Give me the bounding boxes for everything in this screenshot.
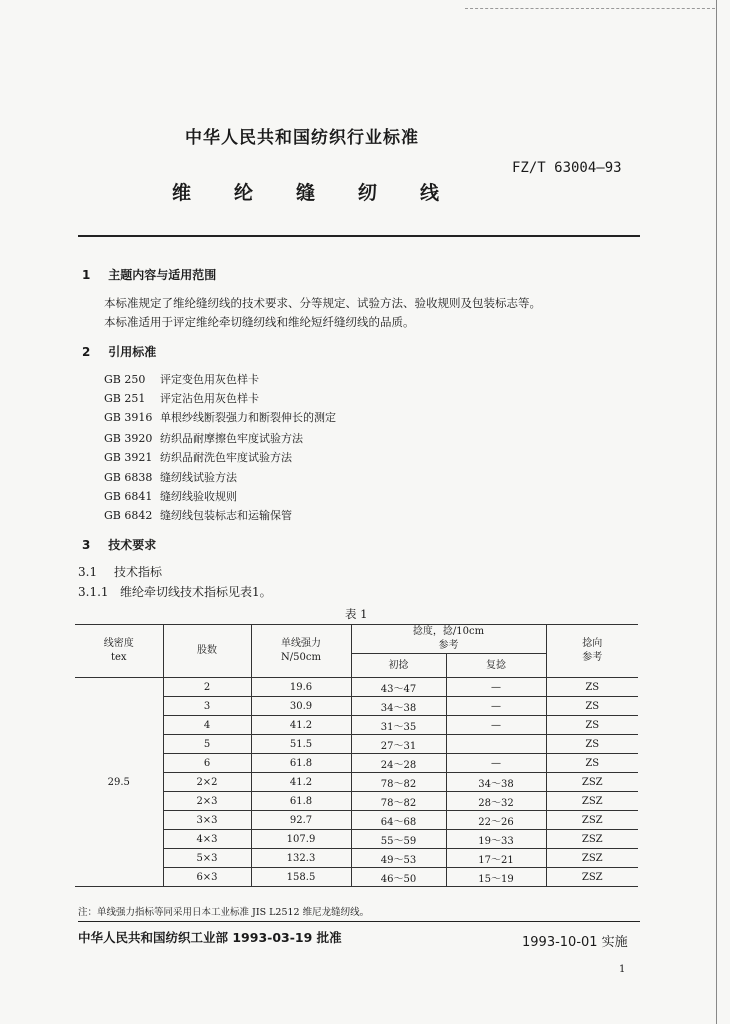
reference-name: 评定变色用灰色样卡 [160,373,259,386]
reference-name: 纺织品耐洗色牢度试验方法 [160,451,292,464]
cell-strength: 61.8 [251,792,351,811]
cell-second-twist: 34～38 [446,773,546,792]
cell-plies: 3×3 [163,811,251,830]
header-strength-unit: N/50cm [281,652,321,663]
subsection-3-1-1 [78,583,272,600]
cell-plies: 5 [163,735,251,754]
cell-strength: 19.6 [251,678,351,697]
reference-item [104,409,336,425]
cell-direction: ZS [546,754,638,773]
approval-line: 中华人民共和国纺织工业部 1993-03-19 批准 [78,930,342,945]
reference-item [104,390,259,406]
cell-first-twist: 64～68 [351,811,446,830]
reference-item [104,507,292,523]
header-direction [546,625,638,678]
cell-first-twist: 43～47 [351,678,446,697]
section-number: 1 [82,268,91,282]
cell-strength: 30.9 [251,697,351,716]
subsection-title: 技术指标 [114,565,163,579]
section-2-heading [82,343,156,360]
cell-direction: ZSZ [546,849,638,868]
section-1-paragraph-2: 本标准适用于评定维纶牵切缝纫线和维纶短纤缝纫线的品质。 [104,315,415,329]
cell-first-twist: 55～59 [351,830,446,849]
cell-direction: ZSZ [546,792,638,811]
cell-strength: 132.3 [251,849,351,868]
reference-name: 缝纫线包装标志和运输保管 [160,509,292,522]
header-strength-label: 单线强力 [281,638,321,649]
reference-code: GB 6841 [104,490,153,503]
right-border-line [716,0,717,1024]
header-direction-label: 捻向 [582,638,603,649]
cell-plies: 2×2 [163,773,251,792]
section-number: 2 [82,345,91,359]
cell-strength: 92.7 [251,811,351,830]
cell-strength: 158.5 [251,868,351,887]
cell-plies: 3 [163,697,251,716]
header-twist-label: 捻度，捻/10cm [412,626,485,637]
reference-code: GB 3916 [104,411,153,424]
cell-plies: 5×3 [163,849,251,868]
table-row [75,678,638,697]
document-title: 维纶缝纫线 [172,182,483,204]
section-1-paragraph-1: 本标准规定了维纶缝纫线的技术要求、分等规定、试验方法、验收规则及包装标志等。 [104,296,541,310]
reference-item [104,371,259,387]
cell-first-twist: 34～38 [351,697,446,716]
cell-first-twist: 49～53 [351,849,446,868]
cell-strength: 61.8 [251,754,351,773]
cell-direction: ZS [546,716,638,735]
cell-plies: 2×3 [163,792,251,811]
table-caption: 表 1 [345,607,368,621]
header-twist [351,625,546,654]
subsection-number: 3.1 [78,565,98,579]
cell-strength: 107.9 [251,830,351,849]
footer-rule [78,921,640,922]
header-second-twist: 复捻 [446,654,546,678]
reference-code: GB 250 [104,373,146,386]
subsection-text: 维纶牵切线技术指标见表1。 [120,585,272,599]
cell-first-twist: 78～82 [351,773,446,792]
reference-code: GB 6842 [104,509,153,522]
cell-second-twist: — [446,678,546,697]
cell-direction: ZSZ [546,868,638,887]
reference-name: 纺织品耐摩擦色牢度试验方法 [160,432,303,445]
header-rule [78,235,640,237]
reference-item [104,430,303,446]
reference-code: GB 6838 [104,471,153,484]
header-density [75,625,163,678]
header-plies: 股数 [163,625,251,678]
cell-second-twist: 17～21 [446,849,546,868]
cell-direction: ZS [546,678,638,697]
header-direction-ref: 参考 [582,652,603,663]
header-strength [251,625,351,678]
cell-second-twist: — [446,697,546,716]
cell-first-twist: 78～82 [351,792,446,811]
tech-spec-table [75,624,638,887]
section-title: 技术要求 [108,538,157,552]
table-note: 注：单线强力指标等同采用日本工业标准 JIS L2512 维尼龙缝纫线。 [78,907,370,918]
reference-name: 单根纱线断裂强力和断裂伸长的测定 [160,411,336,424]
cell-direction: ZSZ [546,773,638,792]
cell-plies: 6 [163,754,251,773]
cell-second-twist: 15～19 [446,868,546,887]
cell-plies: 2 [163,678,251,697]
cell-first-twist: 24～28 [351,754,446,773]
cell-first-twist: 27～31 [351,735,446,754]
subsection-number: 3.1.1 [78,585,109,599]
header-density-unit: tex [110,652,127,663]
standard-body: 中华人民共和国纺织行业标准 [185,128,419,148]
cell-direction: ZSZ [546,830,638,849]
reference-item [104,449,292,465]
cell-second-twist: 19～33 [446,830,546,849]
reference-name: 评定沾色用灰色样卡 [160,392,259,405]
cell-strength: 41.2 [251,716,351,735]
cell-strength: 41.2 [251,773,351,792]
cell-first-twist: 46～50 [351,868,446,887]
reference-code: GB 3921 [104,451,153,464]
reference-item [104,488,237,504]
top-border-line [465,8,715,9]
cell-second-twist: 22～26 [446,811,546,830]
cell-second-twist: — [446,754,546,773]
density-value: 29.5 [75,678,163,887]
section-title: 引用标准 [108,345,157,359]
cell-second-twist [446,735,546,754]
cell-plies: 4 [163,716,251,735]
subsection-3-1 [78,563,162,580]
header-density-label: 线密度 [103,638,134,649]
section-title: 主题内容与适用范围 [108,268,217,282]
section-1-heading [82,266,216,283]
cell-direction: ZS [546,697,638,716]
reference-code: GB 3920 [104,432,153,445]
reference-code: GB 251 [104,392,146,405]
cell-plies: 6×3 [163,868,251,887]
page-number: 1 [619,964,626,975]
header-twist-ref: 参考 [438,640,459,651]
cell-direction: ZS [546,735,638,754]
cell-second-twist: 28～32 [446,792,546,811]
cell-strength: 51.5 [251,735,351,754]
cell-first-twist: 31～35 [351,716,446,735]
reference-name: 缝纫线试验方法 [160,471,237,484]
section-number: 3 [82,538,91,552]
cell-direction: ZSZ [546,811,638,830]
section-3-heading [82,536,156,553]
cell-plies: 4×3 [163,830,251,849]
standard-code: FZ/T 63004—93 [512,160,622,176]
implementation-date: 1993-10-01 实施 [522,935,628,950]
cell-second-twist: — [446,716,546,735]
reference-item [104,469,237,485]
reference-name: 缝纫线验收规则 [160,490,237,503]
header-first-twist: 初捻 [351,654,446,678]
